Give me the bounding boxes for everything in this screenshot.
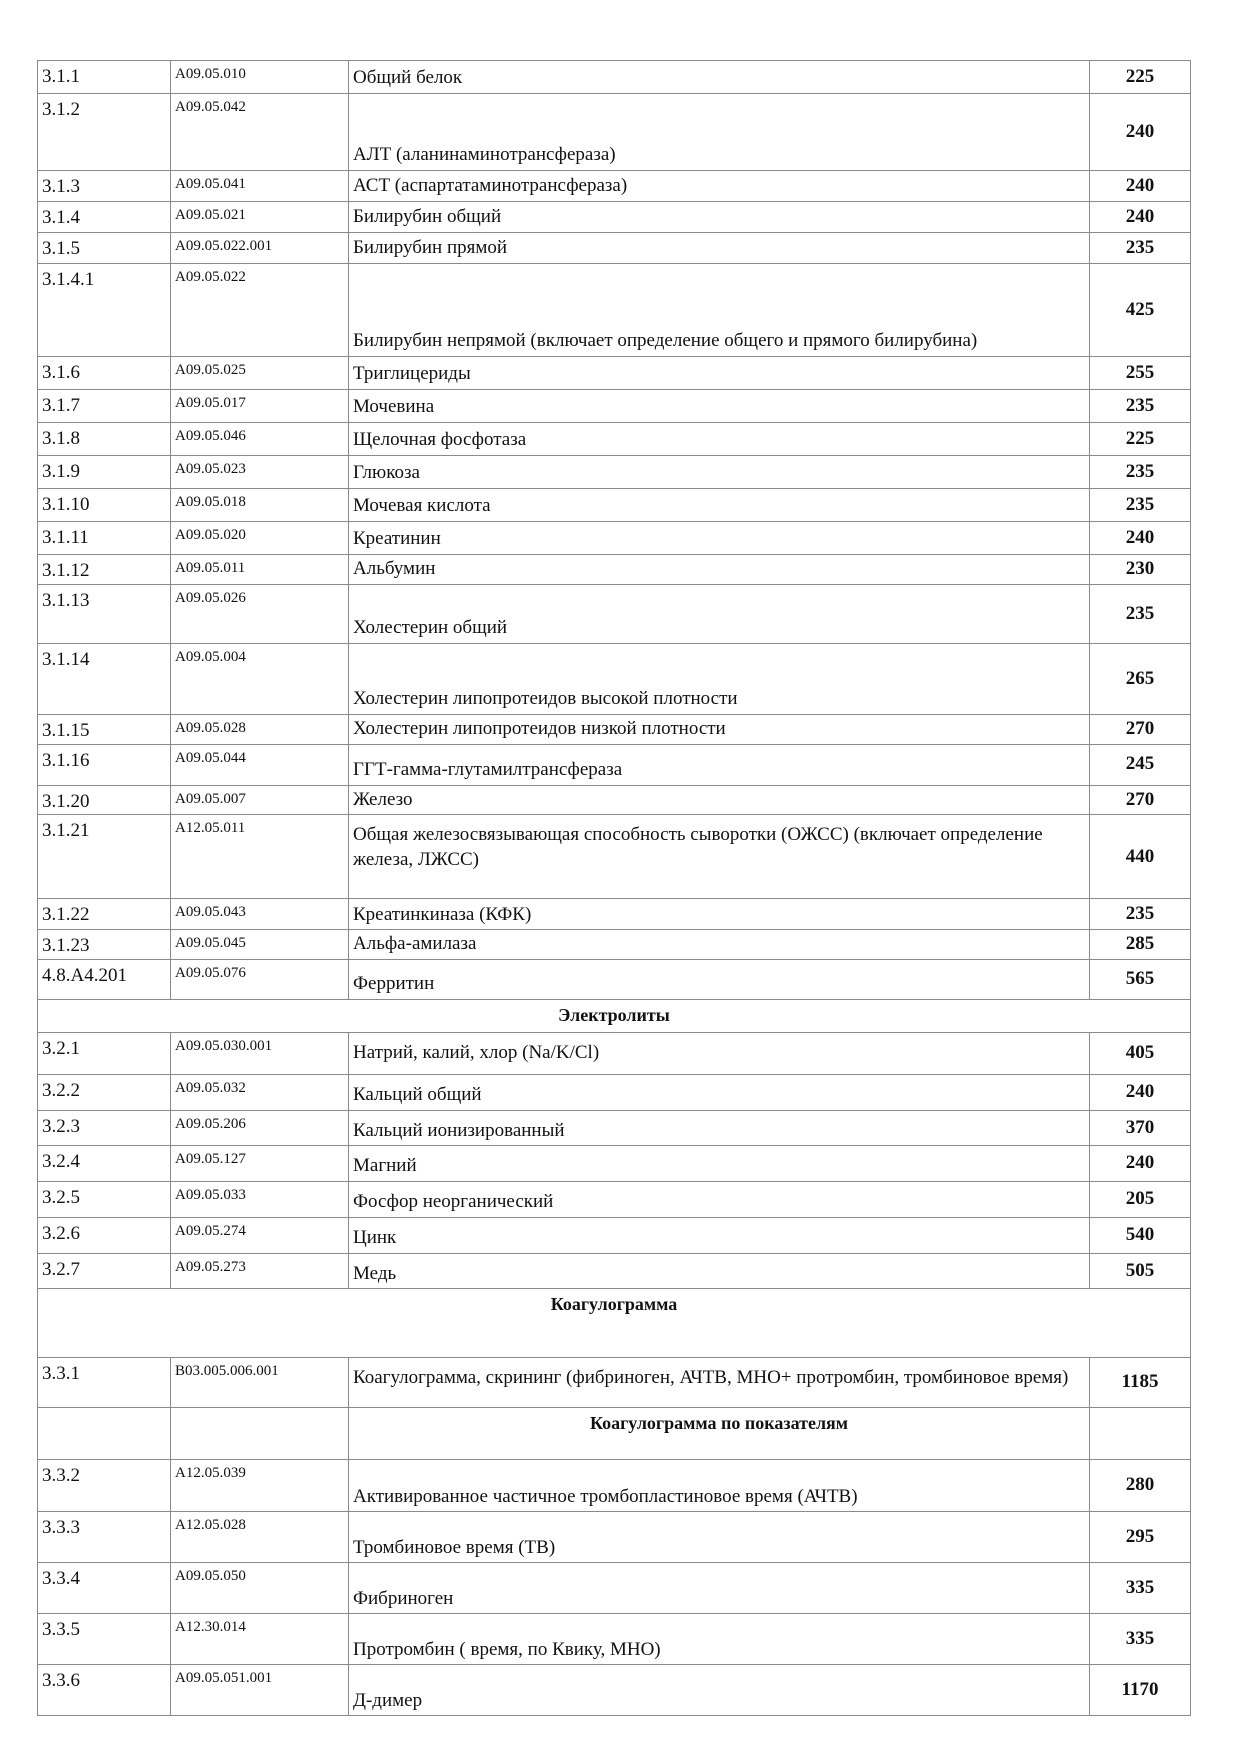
service-price: 240 <box>1090 202 1191 233</box>
service-code: A09.05.022 <box>171 264 349 357</box>
service-code: A09.05.023 <box>171 456 349 489</box>
service-price: 405 <box>1090 1033 1191 1075</box>
section-header-row <box>38 1408 1191 1460</box>
service-code: A09.05.007 <box>171 785 349 815</box>
service-name: Билирубин прямой <box>349 233 1090 264</box>
item-number: 3.1.13 <box>38 585 171 644</box>
item-number: 3.1.4 <box>38 202 171 233</box>
service-name: Щелочная фосфотаза <box>349 423 1090 456</box>
empty-cell <box>171 1408 349 1460</box>
item-number: 3.1.6 <box>38 357 171 390</box>
service-price: 235 <box>1090 489 1191 522</box>
service-name: Фосфор неорганический <box>349 1182 1090 1218</box>
service-name: Глюкоза <box>349 456 1090 489</box>
item-number: 3.3.1 <box>38 1358 171 1408</box>
table-row <box>38 1033 1191 1075</box>
service-name: Альбумин <box>349 555 1090 585</box>
service-name: АЛТ (аланинаминотрансфераза) <box>349 94 1090 171</box>
service-name: Магний <box>349 1146 1090 1182</box>
service-price: 205 <box>1090 1182 1191 1218</box>
item-number: 3.2.3 <box>38 1110 171 1146</box>
item-number: 3.1.3 <box>38 171 171 202</box>
table-row <box>38 357 1191 390</box>
service-price: 235 <box>1090 456 1191 489</box>
section-title: Электролиты <box>38 1000 1191 1033</box>
service-code: A09.05.025 <box>171 357 349 390</box>
item-number: 3.3.4 <box>38 1563 171 1614</box>
table-row <box>38 522 1191 555</box>
service-name: Активированное частичное тромбопластиновое время (АЧТВ) <box>349 1460 1090 1512</box>
service-name: Железо <box>349 785 1090 815</box>
item-number: 3.2.1 <box>38 1033 171 1075</box>
service-price: 240 <box>1090 522 1191 555</box>
service-price: 1185 <box>1090 1358 1191 1408</box>
service-name: Триглицериды <box>349 357 1090 390</box>
service-name: Общая железосвязывающая способность сыворотки (ОЖСС) (включает определение железа, ЛЖСС) <box>349 815 1090 899</box>
service-price: 230 <box>1090 555 1191 585</box>
table-row <box>38 390 1191 423</box>
service-name: Холестерин липопротеидов низкой плотности <box>349 715 1090 745</box>
service-price: 225 <box>1090 61 1191 94</box>
item-number: 3.3.5 <box>38 1614 171 1665</box>
empty-cell <box>1090 1408 1191 1460</box>
section-header-row <box>38 1000 1191 1033</box>
service-code: A12.05.039 <box>171 1460 349 1512</box>
service-name: Альфа-амилаза <box>349 930 1090 960</box>
service-price: 235 <box>1090 899 1191 930</box>
item-number: 3.3.3 <box>38 1512 171 1563</box>
service-code: A09.05.033 <box>171 1182 349 1218</box>
service-code: A09.05.021 <box>171 202 349 233</box>
item-number: 4.8.A4.201 <box>38 960 171 1000</box>
service-price: 255 <box>1090 357 1191 390</box>
service-name: Натрий, калий, хлор (Na/K/Cl) <box>349 1033 1090 1075</box>
service-price: 270 <box>1090 785 1191 815</box>
service-price: 265 <box>1090 644 1191 715</box>
item-number: 3.1.21 <box>38 815 171 899</box>
service-name: Холестерин общий <box>349 585 1090 644</box>
item-number: 3.1.7 <box>38 390 171 423</box>
service-code: A09.05.028 <box>171 715 349 745</box>
service-price: 280 <box>1090 1460 1191 1512</box>
service-price: 425 <box>1090 264 1191 357</box>
table-row <box>38 61 1191 94</box>
item-number: 3.1.16 <box>38 744 171 785</box>
service-code: A09.05.274 <box>171 1217 349 1253</box>
table-row <box>38 94 1191 171</box>
service-code: A09.05.043 <box>171 899 349 930</box>
service-code: A09.05.032 <box>171 1075 349 1111</box>
service-code: A09.05.273 <box>171 1253 349 1289</box>
service-code: A09.05.045 <box>171 930 349 960</box>
table-row <box>38 264 1191 357</box>
item-number: 3.1.8 <box>38 423 171 456</box>
service-name: Протромбин ( время, по Квику, МНО) <box>349 1614 1090 1665</box>
service-code: A09.05.010 <box>171 61 349 94</box>
service-code: A09.05.030.001 <box>171 1033 349 1075</box>
service-name: Ферритин <box>349 960 1090 1000</box>
service-price: 370 <box>1090 1110 1191 1146</box>
service-code: A09.05.050 <box>171 1563 349 1614</box>
service-price: 540 <box>1090 1217 1191 1253</box>
table-row <box>38 930 1191 960</box>
service-code: A12.30.014 <box>171 1614 349 1665</box>
empty-cell <box>38 1408 171 1460</box>
service-code: A09.05.004 <box>171 644 349 715</box>
service-name: Тромбиновое время (ТВ) <box>349 1512 1090 1563</box>
service-name: Мочевина <box>349 390 1090 423</box>
item-number: 3.2.6 <box>38 1217 171 1253</box>
table-row <box>38 960 1191 1000</box>
item-number: 3.3.6 <box>38 1665 171 1716</box>
service-price: 270 <box>1090 715 1191 745</box>
service-name: Общий белок <box>349 61 1090 94</box>
service-price: 240 <box>1090 1146 1191 1182</box>
service-code: A09.05.017 <box>171 390 349 423</box>
section-header-row <box>38 1289 1191 1358</box>
service-name: Кальций общий <box>349 1075 1090 1111</box>
item-number: 3.1.14 <box>38 644 171 715</box>
price-table-body <box>38 61 1191 1716</box>
service-code: A09.05.026 <box>171 585 349 644</box>
table-row <box>38 1665 1191 1716</box>
service-price: 240 <box>1090 94 1191 171</box>
service-code: A09.05.042 <box>171 94 349 171</box>
service-code: A09.05.206 <box>171 1110 349 1146</box>
service-price: 295 <box>1090 1512 1191 1563</box>
item-number: 3.1.1 <box>38 61 171 94</box>
service-price: 440 <box>1090 815 1191 899</box>
service-name: Мочевая кислота <box>349 489 1090 522</box>
service-price: 335 <box>1090 1563 1191 1614</box>
service-price: 505 <box>1090 1253 1191 1289</box>
service-name: Коагулограмма, скрининг (фибриноген, АЧТВ, МНО+ протромбин, тромбиновое время) <box>349 1358 1090 1408</box>
table-row <box>38 899 1191 930</box>
table-row <box>38 1253 1191 1289</box>
table-row <box>38 489 1191 522</box>
table-row <box>38 785 1191 815</box>
item-number: 3.1.4.1 <box>38 264 171 357</box>
item-number: 3.2.5 <box>38 1182 171 1218</box>
service-code: A09.05.018 <box>171 489 349 522</box>
item-number: 3.1.2 <box>38 94 171 171</box>
table-row <box>38 423 1191 456</box>
table-row <box>38 202 1191 233</box>
service-code: A12.05.028 <box>171 1512 349 1563</box>
service-name: Д-димер <box>349 1665 1090 1716</box>
service-code: B03.005.006.001 <box>171 1358 349 1408</box>
service-code: A12.05.011 <box>171 815 349 899</box>
price-table <box>37 60 1191 1716</box>
service-name: Цинк <box>349 1217 1090 1253</box>
item-number: 3.1.10 <box>38 489 171 522</box>
service-price: 240 <box>1090 1075 1191 1111</box>
table-row <box>38 815 1191 899</box>
service-price: 240 <box>1090 171 1191 202</box>
table-row <box>38 1182 1191 1218</box>
service-code: A09.05.020 <box>171 522 349 555</box>
service-price: 245 <box>1090 744 1191 785</box>
item-number: 3.1.12 <box>38 555 171 585</box>
item-number: 3.1.9 <box>38 456 171 489</box>
item-number: 3.1.20 <box>38 785 171 815</box>
table-row <box>38 555 1191 585</box>
service-name: ГГТ-гамма-глутамилтрансфераза <box>349 744 1090 785</box>
section-title: Коагулограмма по показателям <box>349 1408 1090 1460</box>
item-number: 3.1.22 <box>38 899 171 930</box>
service-name: Холестерин липопротеидов высокой плотности <box>349 644 1090 715</box>
table-row <box>38 1358 1191 1408</box>
service-name: Креатинин <box>349 522 1090 555</box>
service-code: A09.05.076 <box>171 960 349 1000</box>
service-price: 335 <box>1090 1614 1191 1665</box>
service-name: Фибриноген <box>349 1563 1090 1614</box>
table-row <box>38 715 1191 745</box>
service-name: Медь <box>349 1253 1090 1289</box>
service-name: Кальций ионизированный <box>349 1110 1090 1146</box>
service-code: A09.05.046 <box>171 423 349 456</box>
service-name: АСТ (аспартатаминотрансфераза) <box>349 171 1090 202</box>
table-row <box>38 456 1191 489</box>
item-number: 3.1.11 <box>38 522 171 555</box>
table-row <box>38 233 1191 264</box>
service-code: A09.05.127 <box>171 1146 349 1182</box>
service-code: A09.05.022.001 <box>171 233 349 264</box>
item-number: 3.1.23 <box>38 930 171 960</box>
table-row <box>38 1217 1191 1253</box>
service-price: 225 <box>1090 423 1191 456</box>
service-name: Билирубин общий <box>349 202 1090 233</box>
service-code: A09.05.041 <box>171 171 349 202</box>
table-row <box>38 1460 1191 1512</box>
service-code: A09.05.044 <box>171 744 349 785</box>
item-number: 3.3.2 <box>38 1460 171 1512</box>
service-price: 235 <box>1090 233 1191 264</box>
service-price: 565 <box>1090 960 1191 1000</box>
service-code: A09.05.051.001 <box>171 1665 349 1716</box>
section-title: Коагулограмма <box>38 1289 1191 1358</box>
item-number: 3.2.2 <box>38 1075 171 1111</box>
service-price: 1170 <box>1090 1665 1191 1716</box>
table-row <box>38 1110 1191 1146</box>
service-price: 285 <box>1090 930 1191 960</box>
service-price: 235 <box>1090 390 1191 423</box>
item-number: 3.2.4 <box>38 1146 171 1182</box>
table-row <box>38 744 1191 785</box>
item-number: 3.1.5 <box>38 233 171 264</box>
service-price: 235 <box>1090 585 1191 644</box>
table-row <box>38 1563 1191 1614</box>
table-row <box>38 1075 1191 1111</box>
table-row <box>38 1512 1191 1563</box>
table-row <box>38 585 1191 644</box>
table-row <box>38 1614 1191 1665</box>
item-number: 3.1.15 <box>38 715 171 745</box>
table-row <box>38 171 1191 202</box>
service-name: Билирубин непрямой (включает определение общего и прямого билирубина) <box>349 264 1090 357</box>
item-number: 3.2.7 <box>38 1253 171 1289</box>
table-row <box>38 1146 1191 1182</box>
service-name: Креатинкиназа (КФК) <box>349 899 1090 930</box>
table-row <box>38 644 1191 715</box>
service-code: A09.05.011 <box>171 555 349 585</box>
